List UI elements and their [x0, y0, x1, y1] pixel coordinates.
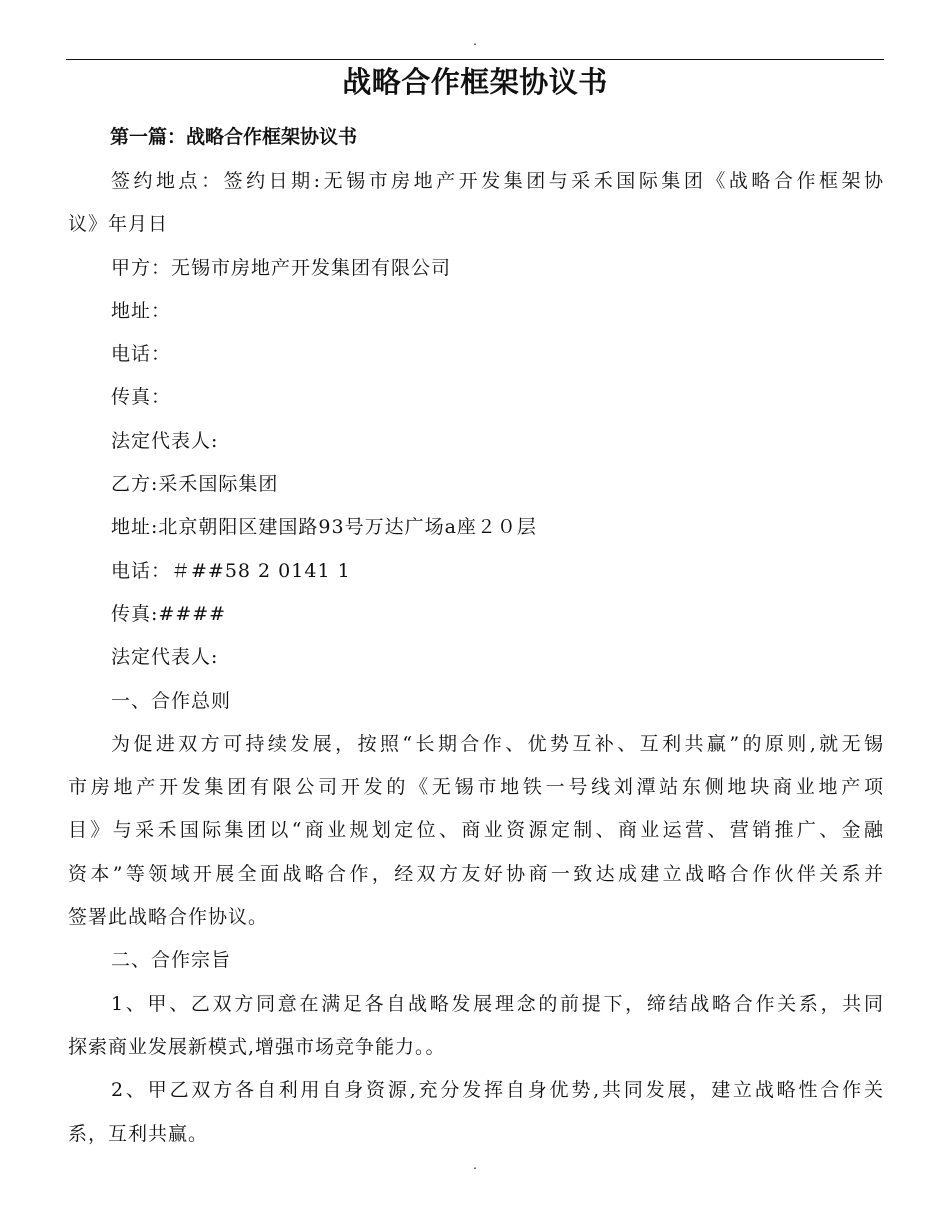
- party-a-address: 地址：: [111, 299, 172, 322]
- general-line-3: 目》与采禾国际集团以“商业规划定位、商业资源定制、商业运营、营销推广、金融: [68, 819, 884, 842]
- purpose-1-line-2: 探索商业发展新模式,增强市场竞争能力。。: [68, 1035, 446, 1058]
- signing-line-1: 签约地点：签约日期:无锡市房地产开发集团与采禾国际集团《战略合作框架协: [111, 170, 884, 192]
- party-b-address: 地址:北京朝阳区建国路93号万达广场a座２０层: [111, 516, 537, 539]
- section-heading-purpose: 二、合作宗旨: [111, 949, 232, 972]
- document-title: 战略合作框架协议书: [342, 65, 608, 99]
- header-mark: .: [473, 34, 477, 48]
- party-a-phone: 电话：: [111, 343, 172, 366]
- party-b-fax: 传真:####: [111, 602, 227, 625]
- section-heading-general: 一、合作总则: [111, 689, 232, 712]
- general-line-4: 资本”等领域开展全面战略合作，经双方友好协商一致达成建立战略合作伙伴关系并: [68, 862, 884, 885]
- party-a-representative: 法定代表人:: [111, 429, 219, 452]
- general-line-2: 市房地产开发集团有限公司开发的《无锡市地铁一号线刘潭站东侧地块商业地产项: [68, 776, 884, 799]
- purpose-2-line-2: 系，互利共赢。: [68, 1122, 209, 1145]
- footer-mark: .: [473, 1158, 477, 1172]
- purpose-1-line-1: 1、甲、乙双方同意在满足各自战略发展理念的前提下，缔结战略合作关系，共同: [111, 992, 884, 1015]
- chapter-subtitle: 第一篇：战略合作框架协议书: [110, 126, 358, 148]
- party-a-fax: 传真：: [111, 386, 172, 409]
- party-b-representative: 法定代表人:: [111, 646, 219, 669]
- general-principles-paragraph: [68, 723, 884, 939]
- party-a-line: 甲方：无锡市房地产开发集团有限公司: [111, 256, 452, 279]
- purpose-paragraph-2: [68, 1069, 884, 1156]
- document-body: [68, 160, 884, 1156]
- general-line-1: 为促进双方可持续发展，按照“长期合作、优势互补、互利共赢”的原则,就无锡: [111, 732, 884, 755]
- purpose-paragraph-1: [68, 983, 884, 1070]
- general-line-5: 签署此战略合作协议。: [68, 906, 269, 929]
- signing-paragraph: [68, 160, 884, 247]
- party-b-phone: 电话：＃##58 2 0141 1: [111, 559, 351, 582]
- party-b-line: 乙方:采禾国际集团: [111, 473, 279, 496]
- purpose-2-line-1: 2、甲乙双方各自利用自身资源,充分发挥自身优势,共同发展，建立战略性合作关: [111, 1079, 884, 1102]
- signing-line-2: 议》年月日: [68, 213, 169, 236]
